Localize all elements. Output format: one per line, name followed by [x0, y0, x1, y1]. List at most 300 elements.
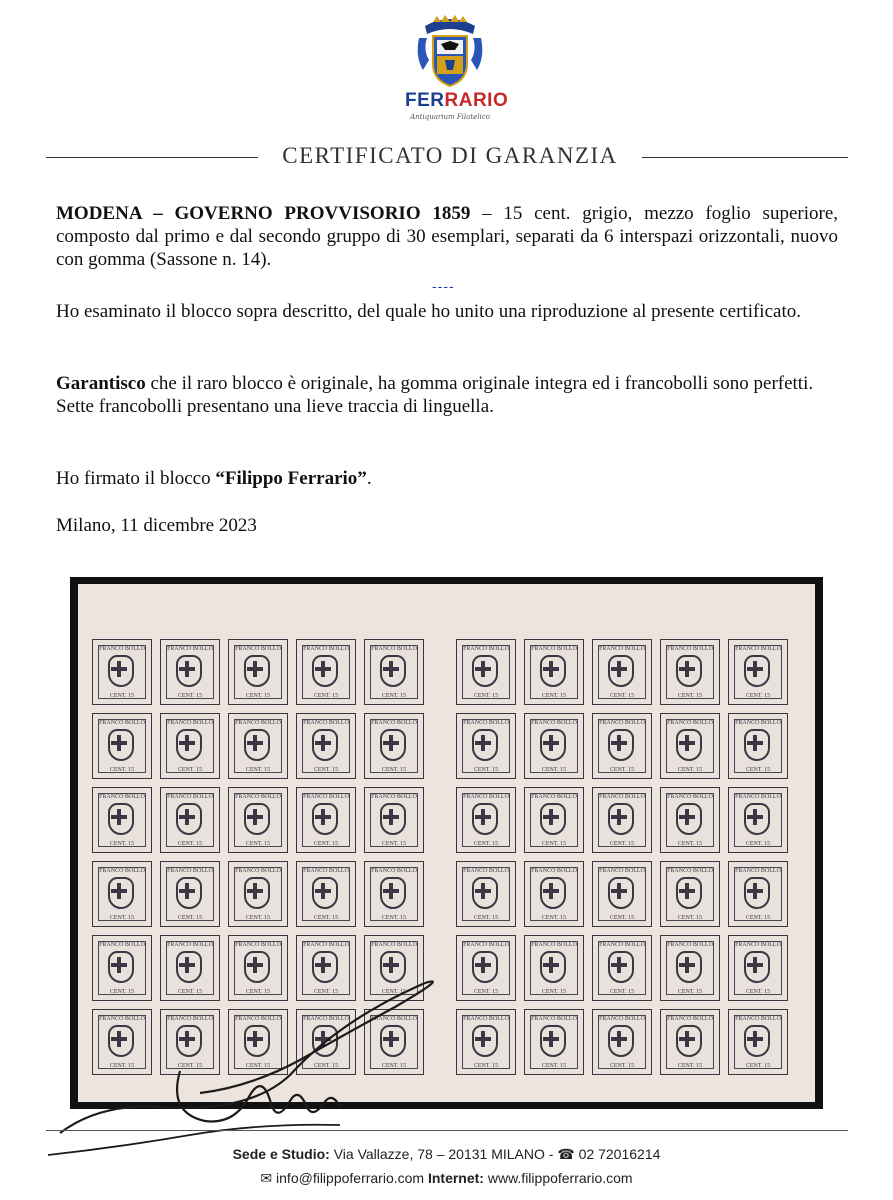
cross-bar — [543, 963, 559, 967]
crest-icon — [108, 1025, 134, 1057]
brand-subtitle: Antiquarium Filatelico — [410, 113, 490, 121]
stamp-value-text: CENT. 15 — [313, 989, 339, 995]
examination-paragraph: Ho esaminato il blocco sopra descritto, del quale ho unito una riproduzione al presente certificato. — [56, 301, 801, 322]
crest-icon — [676, 877, 702, 909]
section-separator: ---- — [432, 278, 455, 294]
stamp-value-text: CENT. 15 — [677, 693, 703, 699]
place-date: Milano, 11 dicembre 2023 — [56, 515, 257, 536]
stamp-value-text: CENT. 15 — [473, 915, 499, 921]
crest-icon — [744, 729, 770, 761]
cross-bar — [679, 1037, 695, 1041]
stamp-value-text: CENT. 15 — [473, 989, 499, 995]
stamp — [592, 639, 652, 705]
stamp-value-text: CENT. 15 — [677, 841, 703, 847]
crest-icon — [608, 1025, 634, 1057]
crest-icon — [312, 803, 338, 835]
stamp-top-text: FRANCO BOLLO — [99, 794, 145, 800]
envelope-icon: ✉ — [260, 1170, 273, 1186]
cross-bar — [247, 1037, 263, 1041]
crest-icon — [608, 729, 634, 761]
cross-bar — [383, 889, 399, 893]
stamp-top-text: FRANCO BOLLO — [667, 1016, 713, 1022]
stamp-top-text: FRANCO BOLLO — [463, 1016, 509, 1022]
stamp-top-text: FRANCO BOLLO — [531, 942, 577, 948]
brand-wordmark: FERRARIO — [405, 90, 509, 111]
cross-bar — [679, 667, 695, 671]
crest-icon — [380, 1025, 406, 1057]
stamp — [456, 861, 516, 927]
cross-bar — [611, 741, 627, 745]
stamp — [456, 787, 516, 853]
cross-bar — [611, 963, 627, 967]
stamp-value-text: CENT. 15 — [177, 915, 203, 921]
item-heading: MODENA – GOVERNO PROVVISORIO 1859 — [56, 203, 471, 224]
crest-icon — [244, 951, 270, 983]
cross-bar — [475, 741, 491, 745]
stamp-value-text: CENT. 15 — [609, 693, 635, 699]
crest-icon — [608, 655, 634, 687]
cross-bar — [179, 667, 195, 671]
stamp-top-text: FRANCO BOLLO — [531, 794, 577, 800]
stamp-value-text: CENT. 15 — [473, 693, 499, 699]
cross-bar — [315, 741, 331, 745]
email-link[interactable]: info@filippoferrario.com — [276, 1170, 425, 1186]
signed-prefix: Ho firmato il blocco — [56, 468, 216, 489]
stamp-value-text: CENT. 15 — [177, 989, 203, 995]
stamp — [296, 639, 356, 705]
cross-bar — [475, 667, 491, 671]
stamp-value-text: CENT. 15 — [677, 915, 703, 921]
stamp-top-text: FRANCO BOLLO — [735, 794, 781, 800]
crest-icon — [676, 1025, 702, 1057]
stamp-value-text: CENT. 15 — [109, 989, 135, 995]
cross-bar — [315, 815, 331, 819]
stamp-value-text: CENT. 15 — [745, 693, 771, 699]
crest-icon — [312, 951, 338, 983]
stamp-top-text: FRANCO BOLLO — [531, 646, 577, 652]
crest-icon — [744, 951, 770, 983]
address-label: Sede e Studio: — [232, 1146, 330, 1162]
cross-bar — [247, 815, 263, 819]
cross-bar — [111, 963, 127, 967]
crest-icon — [312, 1025, 338, 1057]
cross-bar — [475, 1037, 491, 1041]
stamp — [456, 1009, 516, 1075]
stamp — [160, 713, 220, 779]
cross-bar — [543, 889, 559, 893]
stamp — [660, 787, 720, 853]
stamp — [660, 935, 720, 1001]
stamp-top-text: FRANCO BOLLO — [531, 1016, 577, 1022]
cross-bar — [475, 889, 491, 893]
cross-bar — [179, 889, 195, 893]
stamp-value-text: CENT. 15 — [541, 989, 567, 995]
crest-icon — [380, 951, 406, 983]
stamp — [456, 935, 516, 1001]
stamp-top-text: FRANCO BOLLO — [463, 794, 509, 800]
stamp-top-text: FRANCO BOLLO — [463, 868, 509, 874]
stamp — [364, 639, 424, 705]
stamp — [524, 1009, 584, 1075]
crest-icon — [176, 655, 202, 687]
stamp — [92, 787, 152, 853]
stamp-value-text: CENT. 15 — [245, 915, 271, 921]
stamp-top-text: FRANCO BOLLO — [667, 794, 713, 800]
stamp-value-text: CENT. 15 — [109, 1063, 135, 1069]
stamp-top-text: FRANCO BOLLO — [667, 868, 713, 874]
stamp-value-text: CENT. 15 — [313, 767, 339, 773]
signed-suffix: . — [366, 468, 372, 489]
stamp-value-text: CENT. 15 — [313, 915, 339, 921]
signed-paragraph — [56, 467, 838, 490]
stamp-top-text: FRANCO BOLLO — [371, 794, 417, 800]
stamp — [364, 713, 424, 779]
crest-icon — [608, 877, 634, 909]
stamp — [660, 1009, 720, 1075]
cross-bar — [247, 667, 263, 671]
cross-bar — [247, 889, 263, 893]
cross-bar — [383, 667, 399, 671]
stamp-top-text: FRANCO BOLLO — [735, 646, 781, 652]
crest-icon — [176, 729, 202, 761]
stamp-top-text: FRANCO BOLLO — [167, 1016, 213, 1022]
cross-bar — [315, 963, 331, 967]
cross-bar — [383, 741, 399, 745]
stamp-top-text: FRANCO BOLLO — [463, 646, 509, 652]
stamp-value-text: CENT. 15 — [541, 841, 567, 847]
cross-bar — [111, 1037, 127, 1041]
stamp — [728, 1009, 788, 1075]
signed-name: “Filippo Ferrario” — [215, 468, 367, 489]
stamp-value-text: CENT. 15 — [381, 915, 407, 921]
stamp — [364, 1009, 424, 1075]
stamp-value-text: CENT. 15 — [473, 1063, 499, 1069]
stamp — [160, 639, 220, 705]
stamp-value-text: CENT. 15 — [745, 1063, 771, 1069]
crest-icon — [676, 729, 702, 761]
title-rule-right — [642, 157, 848, 158]
cross-bar — [315, 889, 331, 893]
crest-icon — [312, 729, 338, 761]
stamp — [728, 713, 788, 779]
title-rule-left — [46, 157, 258, 158]
stamp-value-text: CENT. 15 — [609, 915, 635, 921]
internet-label: Internet: — [427, 1170, 484, 1186]
crest-icon — [540, 655, 566, 687]
crest-icon — [608, 803, 634, 835]
stamp-value-text: CENT. 15 — [381, 841, 407, 847]
stamp-top-text: FRANCO BOLLO — [735, 868, 781, 874]
stamp-top-text: FRANCO BOLLO — [99, 646, 145, 652]
crest-icon — [312, 655, 338, 687]
crest-icon — [676, 655, 702, 687]
stamp — [92, 935, 152, 1001]
stamp-top-text: FRANCO BOLLO — [99, 1016, 145, 1022]
item-description-paragraph — [56, 202, 838, 271]
stamp — [728, 935, 788, 1001]
crest-icon — [176, 803, 202, 835]
crest-icon — [108, 729, 134, 761]
stamp-top-text: FRANCO BOLLO — [531, 720, 577, 726]
stamp-top-text: FRANCO BOLLO — [463, 942, 509, 948]
stamp-value-text: CENT. 15 — [745, 915, 771, 921]
stamp — [228, 713, 288, 779]
cross-bar — [179, 963, 195, 967]
cross-bar — [611, 667, 627, 671]
stamp-top-text: FRANCO BOLLO — [371, 868, 417, 874]
cross-bar — [383, 963, 399, 967]
stamp-value-text: CENT. 15 — [109, 693, 135, 699]
crest-icon — [744, 1025, 770, 1057]
stamp — [364, 861, 424, 927]
guarantee-bold: Garantisco — [56, 373, 146, 394]
stamp-top-text: FRANCO BOLLO — [599, 720, 645, 726]
stamp — [456, 639, 516, 705]
crest-icon — [472, 877, 498, 909]
stamp — [660, 861, 720, 927]
stamp-value-text: CENT. 15 — [609, 989, 635, 995]
crest-icon — [608, 951, 634, 983]
cross-bar — [543, 815, 559, 819]
cross-bar — [611, 1037, 627, 1041]
stamp-value-text: CENT. 15 — [677, 767, 703, 773]
stamp — [592, 861, 652, 927]
stamp — [524, 713, 584, 779]
crest-icon — [244, 1025, 270, 1057]
stamp — [524, 787, 584, 853]
crest-icon — [744, 803, 770, 835]
cross-bar — [315, 667, 331, 671]
stamp — [592, 713, 652, 779]
stamp-value-text: CENT. 15 — [381, 767, 407, 773]
crest-icon — [380, 655, 406, 687]
stamp-top-text: FRANCO BOLLO — [303, 942, 349, 948]
coat-of-arms-icon — [415, 12, 485, 90]
stamp-top-text: FRANCO BOLLO — [599, 646, 645, 652]
crest-icon — [176, 877, 202, 909]
crest-icon — [472, 1025, 498, 1057]
cross-bar — [179, 1037, 195, 1041]
certificate-title: CERTIFICATO DI GARANZIA — [282, 143, 618, 168]
cross-bar — [247, 963, 263, 967]
cross-bar — [543, 1037, 559, 1041]
stamp-top-text: FRANCO BOLLO — [235, 942, 281, 948]
stamp-value-text: CENT. 15 — [245, 1063, 271, 1069]
crest-icon — [108, 803, 134, 835]
stamp-top-text: FRANCO BOLLO — [667, 720, 713, 726]
stamp-top-text: FRANCO BOLLO — [235, 646, 281, 652]
stamp-top-text: FRANCO BOLLO — [667, 942, 713, 948]
cross-bar — [111, 889, 127, 893]
stamp-top-text: FRANCO BOLLO — [463, 720, 509, 726]
stamp-top-text: FRANCO BOLLO — [167, 868, 213, 874]
stamp-top-text: FRANCO BOLLO — [235, 1016, 281, 1022]
stamp-top-text: FRANCO BOLLO — [599, 868, 645, 874]
cross-bar — [383, 1037, 399, 1041]
stamp-top-text: FRANCO BOLLO — [371, 1016, 417, 1022]
crest-icon — [176, 1025, 202, 1057]
cross-bar — [747, 815, 763, 819]
stamp-value-text: CENT. 15 — [381, 989, 407, 995]
cross-bar — [747, 1037, 763, 1041]
crest-icon — [380, 729, 406, 761]
stamp-value-text: CENT. 15 — [745, 989, 771, 995]
guarantee-text: che il raro blocco è originale, ha gomma originale integra ed i francobolli sono perfetti. — [145, 373, 814, 394]
stamp-top-text: FRANCO BOLLO — [99, 942, 145, 948]
crest-icon — [540, 803, 566, 835]
stamp-top-text: FRANCO BOLLO — [167, 720, 213, 726]
stamp — [92, 1009, 152, 1075]
footer-address — [0, 1146, 893, 1163]
footer-contacts — [0, 1170, 893, 1187]
stamp — [228, 861, 288, 927]
stamp — [228, 787, 288, 853]
crest-icon — [472, 729, 498, 761]
stamp-value-text: CENT. 15 — [109, 841, 135, 847]
stamp-top-text: FRANCO BOLLO — [99, 720, 145, 726]
cross-bar — [475, 963, 491, 967]
stamp-top-text: FRANCO BOLLO — [303, 794, 349, 800]
stamp-value-text: CENT. 15 — [313, 1063, 339, 1069]
stamp — [92, 713, 152, 779]
stamp-top-text: FRANCO BOLLO — [371, 720, 417, 726]
crest-icon — [744, 655, 770, 687]
cross-bar — [111, 667, 127, 671]
stamp — [524, 935, 584, 1001]
stamp-sheet-photo — [70, 577, 823, 1109]
stamp-top-text: FRANCO BOLLO — [235, 720, 281, 726]
stamp-value-text: CENT. 15 — [313, 841, 339, 847]
stamp — [160, 1009, 220, 1075]
stamp-top-text: FRANCO BOLLO — [235, 794, 281, 800]
crest-icon — [744, 877, 770, 909]
cross-bar — [475, 815, 491, 819]
stamp-value-text: CENT. 15 — [177, 693, 203, 699]
cross-bar — [247, 741, 263, 745]
cross-bar — [679, 963, 695, 967]
stamp-value-text: CENT. 15 — [381, 693, 407, 699]
stamp — [228, 935, 288, 1001]
stamp-top-text: FRANCO BOLLO — [167, 646, 213, 652]
stamp-top-text: FRANCO BOLLO — [235, 868, 281, 874]
stamp — [228, 639, 288, 705]
stamp-value-text: CENT. 15 — [177, 841, 203, 847]
cross-bar — [179, 815, 195, 819]
cross-bar — [747, 889, 763, 893]
stamp-top-text: FRANCO BOLLO — [599, 794, 645, 800]
cross-bar — [111, 815, 127, 819]
stamp — [456, 713, 516, 779]
crest-icon — [472, 803, 498, 835]
stamp-top-text: FRANCO BOLLO — [735, 1016, 781, 1022]
cross-bar — [679, 889, 695, 893]
cross-bar — [611, 815, 627, 819]
address-text: Via Vallazze, 78 – 20131 MILANO - ☎ 02 72016214 — [329, 1146, 661, 1162]
stamp-value-text: CENT. 15 — [245, 989, 271, 995]
crest-icon — [108, 655, 134, 687]
stamp — [728, 639, 788, 705]
crest-icon — [380, 803, 406, 835]
stamp-top-text: FRANCO BOLLO — [371, 646, 417, 652]
stamp-value-text: CENT. 15 — [745, 841, 771, 847]
crest-icon — [540, 951, 566, 983]
stamp-value-text: CENT. 15 — [609, 1063, 635, 1069]
crest-icon — [472, 951, 498, 983]
website-link[interactable]: www.filippoferrario.com — [483, 1170, 633, 1186]
stamp-top-text: FRANCO BOLLO — [167, 942, 213, 948]
crest-icon — [540, 877, 566, 909]
stamp — [524, 639, 584, 705]
stamp-top-text: FRANCO BOLLO — [303, 1016, 349, 1022]
stamp-value-text: CENT. 15 — [473, 841, 499, 847]
crest-icon — [676, 951, 702, 983]
stamp — [160, 861, 220, 927]
crest-icon — [244, 877, 270, 909]
crest-icon — [472, 655, 498, 687]
stamp — [296, 1009, 356, 1075]
stamp-top-text: FRANCO BOLLO — [99, 868, 145, 874]
stamp-value-text: CENT. 15 — [245, 841, 271, 847]
stamp — [92, 861, 152, 927]
stamp-top-text: FRANCO BOLLO — [303, 868, 349, 874]
cross-bar — [747, 741, 763, 745]
crest-icon — [244, 803, 270, 835]
stamp — [160, 935, 220, 1001]
stamp-value-text: CENT. 15 — [109, 915, 135, 921]
stamp — [296, 861, 356, 927]
stamp — [92, 639, 152, 705]
cross-bar — [679, 815, 695, 819]
stamp-value-text: CENT. 15 — [245, 767, 271, 773]
cross-bar — [611, 889, 627, 893]
stamp-top-text: FRANCO BOLLO — [735, 720, 781, 726]
title-row — [46, 143, 848, 173]
stamp-value-text: CENT. 15 — [677, 1063, 703, 1069]
cross-bar — [747, 963, 763, 967]
crest-icon — [312, 877, 338, 909]
cross-bar — [111, 741, 127, 745]
crest-icon — [540, 729, 566, 761]
footer-rule — [46, 1130, 848, 1131]
stamp — [592, 787, 652, 853]
stamp — [660, 639, 720, 705]
ferrario-logo — [405, 12, 509, 132]
crest-icon — [540, 1025, 566, 1057]
stamp — [728, 861, 788, 927]
stamp — [592, 935, 652, 1001]
stamp — [160, 787, 220, 853]
cross-bar — [679, 741, 695, 745]
cross-bar — [543, 741, 559, 745]
stamp — [296, 787, 356, 853]
crest-icon — [108, 951, 134, 983]
stamp — [296, 713, 356, 779]
item-description: – 15 cent. grigio, mezzo foglio superiore, composto dal primo e dal secondo gruppo di 30 esemplari, separati da 6 interspazi orizzontali, nuovo con gomma (Sassone n. 14). — [56, 203, 838, 270]
stamp — [660, 713, 720, 779]
stamp-value-text: CENT. 15 — [177, 767, 203, 773]
crest-icon — [676, 803, 702, 835]
stamp-value-text: CENT. 15 — [541, 915, 567, 921]
stamp-top-text: FRANCO BOLLO — [303, 720, 349, 726]
cross-bar — [315, 1037, 331, 1041]
stamp-top-text: FRANCO BOLLO — [531, 868, 577, 874]
stamp-top-text: FRANCO BOLLO — [599, 942, 645, 948]
stamp-value-text: CENT. 15 — [541, 1063, 567, 1069]
stamp-value-text: CENT. 15 — [609, 767, 635, 773]
stamp-top-text: FRANCO BOLLO — [167, 794, 213, 800]
cross-bar — [179, 741, 195, 745]
stamp-value-text: CENT. 15 — [745, 767, 771, 773]
